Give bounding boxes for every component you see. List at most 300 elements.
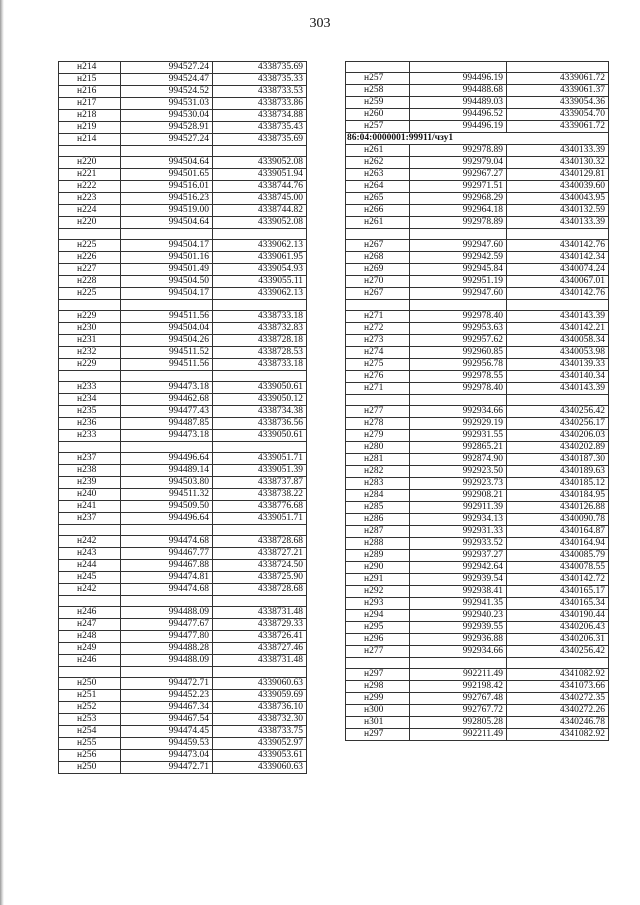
point-name-cell: н242 xyxy=(59,584,121,596)
x-coordinate-cell: 992941.35 xyxy=(410,598,507,610)
x-coordinate-cell: 994528.91 xyxy=(121,122,213,134)
table-row xyxy=(59,311,307,323)
table-row xyxy=(346,538,609,550)
x-coordinate-cell: 992947.60 xyxy=(410,288,507,300)
point-name-cell: н292 xyxy=(346,586,410,598)
table-row xyxy=(346,264,609,276)
x-coordinate-cell: 994473.04 xyxy=(121,750,213,762)
table-row xyxy=(346,240,609,252)
y-coordinate-cell: 4339062.13 xyxy=(213,288,307,300)
table-row xyxy=(59,738,307,750)
blank-cell xyxy=(59,146,121,157)
x-coordinate-cell: 992978.40 xyxy=(410,311,507,323)
y-coordinate-cell: 4340142.34 xyxy=(507,252,609,264)
point-name-cell: н263 xyxy=(346,169,410,181)
blank-cell xyxy=(410,395,507,406)
y-coordinate-cell: 4339060.63 xyxy=(213,678,307,690)
y-coordinate-cell: 4338736.10 xyxy=(213,702,307,714)
y-coordinate-cell: 4339061.72 xyxy=(507,121,609,133)
table-row xyxy=(346,383,609,395)
y-coordinate-cell: 4340078.55 xyxy=(507,562,609,574)
point-name-cell: н265 xyxy=(346,193,410,205)
blank-cell xyxy=(121,667,213,678)
coordinates-table-left xyxy=(58,61,307,774)
x-coordinate-cell: 992931.33 xyxy=(410,526,507,538)
x-coordinate-cell: 992198.42 xyxy=(410,681,507,693)
point-name-cell: н286 xyxy=(346,514,410,526)
blank-cell xyxy=(346,300,410,311)
y-coordinate-cell: 4338726.41 xyxy=(213,631,307,643)
y-coordinate-cell: 4340272.35 xyxy=(507,693,609,705)
scan-page-edge xyxy=(0,0,4,905)
y-coordinate-cell: 4340143.39 xyxy=(507,311,609,323)
y-coordinate-cell: 4339050.12 xyxy=(213,394,307,406)
point-name-cell: н225 xyxy=(59,240,121,252)
point-name-cell: н261 xyxy=(346,217,410,229)
y-coordinate-cell: 4339054.93 xyxy=(213,264,307,276)
point-name-cell: н229 xyxy=(59,311,121,323)
blank-cell xyxy=(121,596,213,607)
y-coordinate-cell: 4340085.79 xyxy=(507,550,609,562)
x-coordinate-cell: 992937.27 xyxy=(410,550,507,562)
y-coordinate-cell: 4340133.39 xyxy=(507,145,609,157)
table-row xyxy=(346,205,609,217)
table-row xyxy=(346,193,609,205)
y-coordinate-cell: 4340140.34 xyxy=(507,371,609,383)
x-coordinate-cell: 994504.64 xyxy=(121,157,213,169)
table-row xyxy=(59,62,307,74)
table-row xyxy=(346,347,609,359)
point-name-cell: н296 xyxy=(346,634,410,646)
x-coordinate-cell: 994501.65 xyxy=(121,169,213,181)
x-coordinate-cell: 992951.19 xyxy=(410,276,507,288)
y-coordinate-cell: 4340074.24 xyxy=(507,264,609,276)
blank-cell xyxy=(213,442,307,453)
table-row xyxy=(59,714,307,726)
blank-cell xyxy=(213,371,307,382)
point-name-cell: н297 xyxy=(346,669,410,681)
x-coordinate-cell: 992931.55 xyxy=(410,430,507,442)
x-coordinate-cell: 994504.17 xyxy=(121,288,213,300)
x-coordinate-cell: 992978.40 xyxy=(410,383,507,395)
point-name-cell: н246 xyxy=(59,607,121,619)
blank-cell xyxy=(213,667,307,678)
x-coordinate-cell: 994530.04 xyxy=(121,110,213,122)
point-name-cell: н233 xyxy=(59,430,121,442)
point-name-cell: н261 xyxy=(346,145,410,157)
y-coordinate-cell: 4340142.21 xyxy=(507,323,609,335)
y-coordinate-cell: 4340132.59 xyxy=(507,205,609,217)
x-coordinate-cell: 994503.80 xyxy=(121,477,213,489)
point-name-cell: н245 xyxy=(59,572,121,584)
table-row xyxy=(346,145,609,157)
point-name-cell: н257 xyxy=(346,73,410,85)
y-coordinate-cell: 4340130.32 xyxy=(507,157,609,169)
point-name-cell: н218 xyxy=(59,110,121,122)
x-coordinate-cell: 992911.39 xyxy=(410,502,507,514)
blank-cell xyxy=(410,62,507,73)
table-row xyxy=(59,98,307,110)
y-coordinate-cell: 4340142.76 xyxy=(507,240,609,252)
point-name-cell: н240 xyxy=(59,489,121,501)
y-coordinate-cell: 4338735.43 xyxy=(213,122,307,134)
x-coordinate-cell: 994488.68 xyxy=(410,85,507,97)
point-name-cell: н259 xyxy=(346,97,410,109)
x-coordinate-cell: 994501.49 xyxy=(121,264,213,276)
table-row xyxy=(59,181,307,193)
x-coordinate-cell: 994511.32 xyxy=(121,489,213,501)
table-row xyxy=(59,169,307,181)
x-coordinate-cell: 994511.52 xyxy=(121,347,213,359)
point-name-cell: н216 xyxy=(59,86,121,98)
y-coordinate-cell: 4339051.94 xyxy=(213,169,307,181)
point-name-cell: н237 xyxy=(59,513,121,525)
point-name-cell: н248 xyxy=(59,631,121,643)
point-name-cell: н243 xyxy=(59,548,121,560)
y-coordinate-cell: 4340206.03 xyxy=(507,430,609,442)
table-row xyxy=(59,110,307,122)
table-row xyxy=(59,122,307,134)
table-row xyxy=(59,276,307,288)
blank-cell xyxy=(507,229,609,240)
y-coordinate-cell: 4340187.30 xyxy=(507,454,609,466)
x-coordinate-cell: 994462.68 xyxy=(121,394,213,406)
x-coordinate-cell: 992936.88 xyxy=(410,634,507,646)
point-name-cell: н229 xyxy=(59,359,121,371)
table-row xyxy=(59,240,307,252)
y-coordinate-cell: 4339053.61 xyxy=(213,750,307,762)
table-row xyxy=(346,430,609,442)
x-coordinate-cell: 994504.17 xyxy=(121,240,213,252)
point-name-cell: н280 xyxy=(346,442,410,454)
table-row xyxy=(59,584,307,596)
blank-cell xyxy=(121,146,213,157)
x-coordinate-cell: 992938.41 xyxy=(410,586,507,598)
point-name-cell: н256 xyxy=(59,750,121,762)
y-coordinate-cell: 4338732.30 xyxy=(213,714,307,726)
x-coordinate-cell: 994501.16 xyxy=(121,252,213,264)
table-row xyxy=(59,762,307,774)
table-row xyxy=(59,217,307,229)
table-row xyxy=(59,193,307,205)
x-coordinate-cell: 994531.03 xyxy=(121,98,213,110)
x-coordinate-cell: 992978.89 xyxy=(410,217,507,229)
x-coordinate-cell: 992923.73 xyxy=(410,478,507,490)
table-row xyxy=(346,288,609,300)
table-row xyxy=(59,548,307,560)
point-name-cell: н271 xyxy=(346,311,410,323)
point-name-cell: н249 xyxy=(59,643,121,655)
blank-cell xyxy=(507,658,609,669)
y-coordinate-cell: 4339061.95 xyxy=(213,252,307,264)
x-coordinate-cell: 992908.21 xyxy=(410,490,507,502)
y-coordinate-cell: 4339052.97 xyxy=(213,738,307,750)
y-coordinate-cell: 4339055.11 xyxy=(213,276,307,288)
point-name-cell: н241 xyxy=(59,501,121,513)
table-row xyxy=(59,465,307,477)
point-name-cell: н260 xyxy=(346,109,410,121)
blank-cell xyxy=(213,229,307,240)
x-coordinate-cell: 994452.23 xyxy=(121,690,213,702)
y-coordinate-cell: 4341073.66 xyxy=(507,681,609,693)
table-row xyxy=(59,406,307,418)
y-coordinate-cell: 4338734.38 xyxy=(213,406,307,418)
point-name-cell: н230 xyxy=(59,323,121,335)
point-name-cell: н219 xyxy=(59,122,121,134)
x-coordinate-cell: 992767.48 xyxy=(410,693,507,705)
point-name-cell: н289 xyxy=(346,550,410,562)
table-row xyxy=(59,335,307,347)
x-coordinate-cell: 994487.85 xyxy=(121,418,213,430)
x-coordinate-cell: 994489.03 xyxy=(410,97,507,109)
point-name-cell: н272 xyxy=(346,323,410,335)
x-coordinate-cell: 994459.53 xyxy=(121,738,213,750)
table-row xyxy=(346,562,609,574)
point-name-cell: н290 xyxy=(346,562,410,574)
y-coordinate-cell: 4338776.68 xyxy=(213,501,307,513)
point-name-cell: н251 xyxy=(59,690,121,702)
blank-cell xyxy=(121,371,213,382)
x-coordinate-cell: 992939.55 xyxy=(410,622,507,634)
y-coordinate-cell: 4339050.61 xyxy=(213,430,307,442)
table-row xyxy=(59,489,307,501)
y-coordinate-cell: 4341082.92 xyxy=(507,729,609,741)
table-row xyxy=(346,252,609,264)
blank-cell xyxy=(59,442,121,453)
x-coordinate-cell: 994473.18 xyxy=(121,430,213,442)
point-name-cell: н233 xyxy=(59,382,121,394)
y-coordinate-cell: 4340246.78 xyxy=(507,717,609,729)
x-coordinate-cell: 994511.56 xyxy=(121,311,213,323)
x-coordinate-cell: 994467.54 xyxy=(121,714,213,726)
x-coordinate-cell: 994467.34 xyxy=(121,702,213,714)
point-name-cell: н277 xyxy=(346,646,410,658)
x-coordinate-cell: 994524.47 xyxy=(121,74,213,86)
table-row xyxy=(59,619,307,631)
table-row xyxy=(346,502,609,514)
x-coordinate-cell: 994474.81 xyxy=(121,572,213,584)
blank-cell xyxy=(121,229,213,240)
blank-cell xyxy=(213,300,307,311)
y-coordinate-cell: 4340256.42 xyxy=(507,406,609,418)
x-coordinate-cell: 994496.19 xyxy=(410,121,507,133)
table-row xyxy=(346,276,609,288)
table-row xyxy=(59,501,307,513)
y-coordinate-cell: 4340129.81 xyxy=(507,169,609,181)
table-row xyxy=(59,252,307,264)
table-row xyxy=(346,622,609,634)
point-name-cell: н266 xyxy=(346,205,410,217)
y-coordinate-cell: 4340053.98 xyxy=(507,347,609,359)
x-coordinate-cell: 994496.52 xyxy=(410,109,507,121)
table-row xyxy=(346,335,609,347)
point-name-cell: н239 xyxy=(59,477,121,489)
blank-cell xyxy=(346,229,410,240)
x-coordinate-cell: 992929.19 xyxy=(410,418,507,430)
x-coordinate-cell: 992934.66 xyxy=(410,406,507,418)
blank-cell xyxy=(346,658,410,669)
table-row xyxy=(59,288,307,300)
x-coordinate-cell: 994488.09 xyxy=(121,655,213,667)
point-name-cell: н267 xyxy=(346,288,410,300)
y-coordinate-cell: 4338744.76 xyxy=(213,181,307,193)
table-row xyxy=(59,536,307,548)
x-coordinate-cell: 994488.28 xyxy=(121,643,213,655)
table-row xyxy=(346,157,609,169)
x-coordinate-cell: 994504.26 xyxy=(121,335,213,347)
point-name-cell: н300 xyxy=(346,705,410,717)
table-row xyxy=(346,634,609,646)
y-coordinate-cell: 4338733.86 xyxy=(213,98,307,110)
blank-cell xyxy=(346,395,410,406)
table-row xyxy=(346,610,609,622)
point-name-cell: н231 xyxy=(59,335,121,347)
y-coordinate-cell: 4339050.61 xyxy=(213,382,307,394)
point-name-cell: н225 xyxy=(59,288,121,300)
point-name-cell: н236 xyxy=(59,418,121,430)
table-row xyxy=(59,631,307,643)
table-row xyxy=(59,453,307,465)
table-row xyxy=(346,478,609,490)
y-coordinate-cell: 4338734.88 xyxy=(213,110,307,122)
point-name-cell: н221 xyxy=(59,169,121,181)
table-row xyxy=(59,726,307,738)
x-coordinate-cell: 992805.28 xyxy=(410,717,507,729)
y-coordinate-cell: 4340256.17 xyxy=(507,418,609,430)
table-row xyxy=(59,382,307,394)
x-coordinate-cell: 994511.56 xyxy=(121,359,213,371)
y-coordinate-cell: 4338724.50 xyxy=(213,560,307,572)
y-coordinate-cell: 4338735.33 xyxy=(213,74,307,86)
blank-cell xyxy=(410,229,507,240)
y-coordinate-cell: 4338733.18 xyxy=(213,311,307,323)
y-coordinate-cell: 4339051.71 xyxy=(213,453,307,465)
y-coordinate-cell: 4338728.68 xyxy=(213,536,307,548)
y-coordinate-cell: 4338744.82 xyxy=(213,205,307,217)
point-name-cell: н258 xyxy=(346,85,410,97)
y-coordinate-cell: 4339052.08 xyxy=(213,157,307,169)
x-coordinate-cell: 992964.18 xyxy=(410,205,507,217)
point-name-cell: н234 xyxy=(59,394,121,406)
blank-row xyxy=(346,658,609,669)
blank-cell xyxy=(346,62,410,73)
y-coordinate-cell: 4338733.75 xyxy=(213,726,307,738)
table-row xyxy=(346,169,609,181)
blank-row xyxy=(346,62,609,73)
table-row xyxy=(346,729,609,741)
x-coordinate-cell: 992942.64 xyxy=(410,562,507,574)
y-coordinate-cell: 4338727.21 xyxy=(213,548,307,560)
table-row xyxy=(346,574,609,586)
blank-row xyxy=(59,596,307,607)
y-coordinate-cell: 4340272.26 xyxy=(507,705,609,717)
table-row xyxy=(346,371,609,383)
table-row xyxy=(346,598,609,610)
point-name-cell: н246 xyxy=(59,655,121,667)
y-coordinate-cell: 4339059.69 xyxy=(213,690,307,702)
x-coordinate-cell: 992940.23 xyxy=(410,610,507,622)
table-row xyxy=(346,406,609,418)
point-name-cell: н214 xyxy=(59,134,121,146)
x-coordinate-cell: 992934.13 xyxy=(410,514,507,526)
point-name-cell: н254 xyxy=(59,726,121,738)
x-coordinate-cell: 994489.14 xyxy=(121,465,213,477)
point-name-cell: н268 xyxy=(346,252,410,264)
x-coordinate-cell: 994516.01 xyxy=(121,181,213,193)
y-coordinate-cell: 4340143.39 xyxy=(507,383,609,395)
blank-cell xyxy=(213,525,307,536)
point-name-cell: н301 xyxy=(346,717,410,729)
blank-cell xyxy=(59,229,121,240)
table-row xyxy=(59,157,307,169)
y-coordinate-cell: 4339054.70 xyxy=(507,109,609,121)
point-name-cell: н226 xyxy=(59,252,121,264)
x-coordinate-cell: 992968.29 xyxy=(410,193,507,205)
blank-cell xyxy=(59,596,121,607)
x-coordinate-cell: 992957.62 xyxy=(410,335,507,347)
point-name-cell: н244 xyxy=(59,560,121,572)
y-coordinate-cell: 4340184.95 xyxy=(507,490,609,502)
point-name-cell: н235 xyxy=(59,406,121,418)
table-row xyxy=(59,678,307,690)
x-coordinate-cell: 994496.64 xyxy=(121,513,213,525)
point-name-cell: н250 xyxy=(59,678,121,690)
y-coordinate-cell: 4338731.48 xyxy=(213,655,307,667)
y-coordinate-cell: 4340139.33 xyxy=(507,359,609,371)
table-row xyxy=(59,655,307,667)
point-name-cell: н270 xyxy=(346,276,410,288)
x-coordinate-cell: 992971.51 xyxy=(410,181,507,193)
x-coordinate-cell: 994524.52 xyxy=(121,86,213,98)
point-name-cell: н264 xyxy=(346,181,410,193)
x-coordinate-cell: 992211.49 xyxy=(410,669,507,681)
blank-cell xyxy=(410,658,507,669)
x-coordinate-cell: 994496.19 xyxy=(410,73,507,85)
blank-cell xyxy=(59,371,121,382)
table-row xyxy=(346,323,609,335)
table-row xyxy=(59,359,307,371)
x-coordinate-cell: 992933.52 xyxy=(410,538,507,550)
table-row xyxy=(59,643,307,655)
x-coordinate-cell: 992874.90 xyxy=(410,454,507,466)
point-name-cell: н285 xyxy=(346,502,410,514)
point-name-cell: н283 xyxy=(346,478,410,490)
blank-cell xyxy=(59,300,121,311)
y-coordinate-cell: 4340142.72 xyxy=(507,574,609,586)
x-coordinate-cell: 992947.60 xyxy=(410,240,507,252)
blank-cell xyxy=(507,395,609,406)
table-row xyxy=(59,418,307,430)
x-coordinate-cell: 994527.24 xyxy=(121,134,213,146)
point-name-cell: н279 xyxy=(346,430,410,442)
blank-cell xyxy=(213,146,307,157)
point-name-cell: н217 xyxy=(59,98,121,110)
x-coordinate-cell: 994472.71 xyxy=(121,678,213,690)
x-coordinate-cell: 994504.50 xyxy=(121,276,213,288)
blank-row xyxy=(59,300,307,311)
y-coordinate-cell: 4338745.00 xyxy=(213,193,307,205)
blank-cell xyxy=(507,300,609,311)
x-coordinate-cell: 992979.04 xyxy=(410,157,507,169)
y-coordinate-cell: 4340164.87 xyxy=(507,526,609,538)
point-name-cell: н242 xyxy=(59,536,121,548)
table-row xyxy=(346,669,609,681)
x-coordinate-cell: 994477.80 xyxy=(121,631,213,643)
x-coordinate-cell: 992953.63 xyxy=(410,323,507,335)
x-coordinate-cell: 994477.67 xyxy=(121,619,213,631)
blank-row xyxy=(59,146,307,157)
blank-cell xyxy=(507,62,609,73)
